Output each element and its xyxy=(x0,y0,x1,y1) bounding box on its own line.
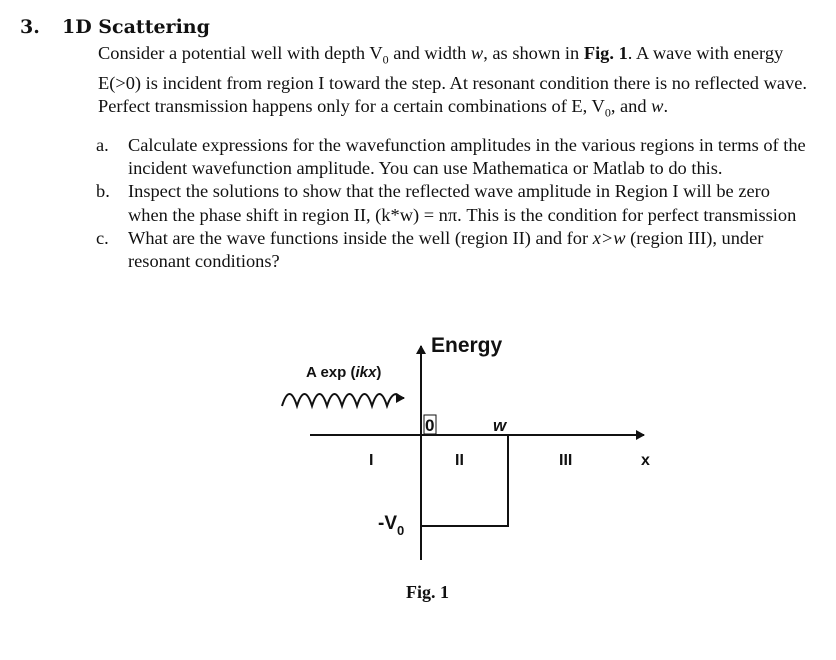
item-text: What are the wave functions inside the well (region II) and for xyxy=(128,227,593,248)
intro-text: Consider a potential well with depth V xyxy=(98,43,383,63)
intro-text: , as shown in xyxy=(483,43,584,63)
item-label: a. xyxy=(96,135,109,155)
wave-label: A exp (ikx) xyxy=(306,364,382,381)
problem-number: 3. xyxy=(20,16,40,38)
item-text: Calculate expressions for the wavefunction amplitudes in the various regions in terms of the incident wavefunction amplitude. You can use Mathematica or Matlab to do this. xyxy=(128,135,806,179)
item-text: Inspect the solutions to show that the reflected wave amplitude in Region I will be zero when the phase shift in region II, (k*w) = nπ. This is the condition for perfect transmission xyxy=(128,181,797,225)
figure-reference: Fig. 1 xyxy=(583,43,628,63)
incident-wave xyxy=(282,394,404,406)
origin-label: 0 xyxy=(425,416,435,435)
region-2-label: II xyxy=(455,452,464,469)
figure-caption: Fig. 1 xyxy=(406,582,449,602)
intro-subscript: 0 xyxy=(382,52,389,67)
depth-label: $-V_0$ xyxy=(378,513,405,538)
item-label: c. xyxy=(96,227,109,248)
intro-text: . xyxy=(663,96,669,117)
item-label: b. xyxy=(96,181,110,202)
region-1-label: I xyxy=(369,452,374,469)
x-axis-label: x xyxy=(641,452,650,469)
width-label: w xyxy=(493,416,507,435)
intro-var-w: w xyxy=(470,43,484,63)
intro-text: . A wave with energy E(>0) is incident from region I toward the step. At resonant condition there is no reflected wave. Perfect transmission happens only for a certain combinations of E, V xyxy=(98,43,807,117)
potential-well xyxy=(421,435,508,526)
region-3-label: III xyxy=(559,452,573,469)
item-math: x>w xyxy=(592,227,626,248)
item-text: (region III), under resonant conditions? xyxy=(128,227,764,272)
problem-title: 1D Scattering xyxy=(62,16,210,38)
energy-label: Energy xyxy=(431,334,503,357)
intro-text: and width xyxy=(388,43,471,63)
intro-subscript: 0 xyxy=(604,105,611,120)
intro-text: , and xyxy=(610,96,652,117)
intro-var-w: w xyxy=(651,96,664,117)
